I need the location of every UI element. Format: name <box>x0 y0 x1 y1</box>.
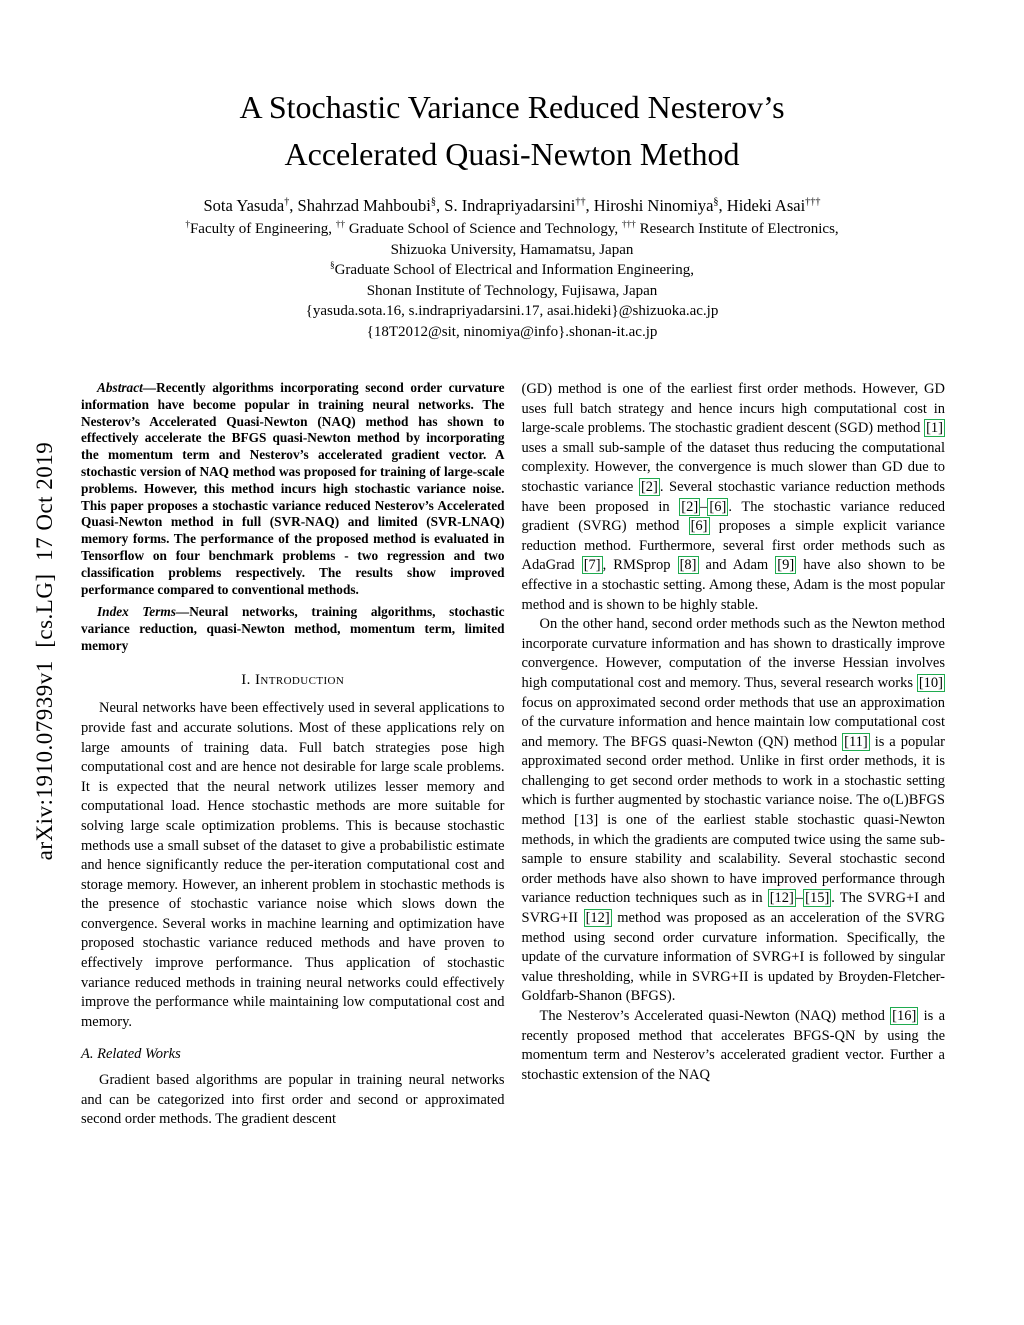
affiliation-line: §Graduate School of Electrical and Information Engineering, <box>329 261 695 278</box>
affiliation-line: Shizuoka University, Hamamatsu, Japan <box>390 241 634 258</box>
paper-title-line-1: A Stochastic Variance Reduced Nesterov’s <box>239 89 785 125</box>
citation-link[interactable]: [12] <box>769 890 794 907</box>
two-column-body <box>81 380 945 1130</box>
index-terms-paragraph <box>81 604 505 654</box>
body-paragraph: The Nesterov’s Accelerated quasi-Newton (NAQ) method [16] is a recently proposed method that accelerates BFGS-QN by using the momentum term and Nesterov’s accelerated gradient vector. Further a stochastic extension of the NAQ <box>521 1008 946 1083</box>
citation-link[interactable]: [1] <box>926 420 943 437</box>
body-paragraph: (GD) method is one of the earliest first order methods. However, GD uses full batch strategy and hence incurs high computational cost in large-scale problems. The stochastic gradient descent (SGD) method [1] uses a small sub-sample of the dataset thus reducing the computational complexity. However, the convergence is much slower than GD due to stochastic variance [2] . Several stochastic variance reduction methods have been proposed in [2] – [6] . The stochastic variance reduced gradient (SVRG) method [6] proposes a simple explicit variance reduction method. Furthermore, several first order methods such as AdaGrad [7] , RMSprop [8] and Adam [9] have also shown to be effective in a stochastic setting. Among these, Adam is the most popular method and is shown to be highly stable. <box>521 381 946 613</box>
citation-link[interactable]: [6] <box>690 518 708 535</box>
citation-link[interactable]: [11] <box>844 733 868 750</box>
citation-link[interactable]: [12] <box>585 910 610 927</box>
abstract-paragraph <box>81 380 505 598</box>
paper-title-line-2: Accelerated Quasi-Newton Method <box>284 136 740 172</box>
abstract-text: Recently algorithms incorporating second order curvature information have become popular in training neural networks. The Nesterov’s Accelerated Quasi-Newton (NAQ) method has shown to effectively accelerate the BFGS quasi-Newton method by incorporating the momentum term and Nesterov’s accelerated gradient vector. A stochastic version of NAQ method was proposed for training of large-scale problems. However, this method incurs high stochastic variance noise. This paper proposes a stochastic variance reduced Nesterov’s Accelerated Quasi-Newton method in full (SVR-NAQ) and limited (SVR-LNAQ) memory forms. The performance of the proposed method is evaluated in Tensorflow on four benchmark problems - two regression and two classification problems respectively. The results show improved performance compared to conventional methods. <box>81 380 505 597</box>
citation-link[interactable]: [2] <box>640 478 658 495</box>
affiliation-line: Shonan Institute of Technology, Fujisawa, Japan <box>366 282 658 299</box>
citation-link[interactable]: [10] <box>918 674 943 691</box>
paper-title <box>0 84 1024 178</box>
author-emails-line: {18T2012@sit, ninomiya@info}.shonan-it.ac.jp <box>366 323 658 340</box>
index-terms-label: Index Terms— <box>97 604 190 620</box>
abstract-label: Abstract— <box>97 380 157 395</box>
index-terms-text: Neural networks, training algorithms, stochastic variance reduction, quasi-Newton method, momentum term, limited memory <box>81 604 505 653</box>
body-paragraph: On the other hand, second order methods such as the Newton method incorporate curvature information and has shown to drastically improve convergence. However, computation of the inverse Hessian involves high computational cost and memory. Thus, several research works [10] focus on approximated second order methods that use an approximation of the curvature information and hence maintain low computational cost and memory. The BFGS quasi-Newton (QN) method [11] is a popular approximated second order method. Unlike in first order methods, it is challenging to get second order methods to work in a stochastic setting which is further augmented by stochastic variance noise. The o(L)BFGS method [13] is one of the earliest stable stochastic quasi-Newton methods, in which the gradients are computed twice using the same sub-sample to ensure stability and scalability. Several stochastic second order methods have also shown to have improved performance through variance reduction techniques such as in [12] – [15] . The SVRG+I and SVRG+II [12] method was proposed as an acceleration of the SVRG method using second order curvature information. Specifically, the update of the curvature information of SVRG+I is followed by singular value thresholding, while in SVRG+II is updated by Broyden-Fletcher-Goldfarb-Shanon (BFGS). <box>521 616 946 1005</box>
left-column <box>81 380 505 1130</box>
introduction-paragraph: Neural networks have been effectively used in several applications to provide fast and accurate solutions. Most of these applications rely on large amounts of training data. Full batch strategies pose high computational cost and are hence not desirable for large scale problems. It is expected that the neural network utilizes lesser memory and computational load. Hence stochastic methods are more suitable for solving large scale optimization problems. This is because stochastic methods use a small subset of the dataset to give a probabilistic estimate and hence significantly reduce the per-iteration computational cost and storage memory. However, an inherent problem in stochastic methods is the presence of stochastic variance noise which slows down the convergence. Several works in machine learning and optimization have proposed stochastic variance reduced methods and have proven to effectively improve performance. Thus application of stochastic variance reduced methods in training neural networks could effectively improve the performance while maintaining low computational cost and memory. <box>81 700 505 1030</box>
citation-link[interactable]: [9] <box>777 557 795 574</box>
affiliation-line: †Faculty of Engineering, †† Graduate School of Science and Technology, ††† Research Institute of Electronics, <box>185 220 839 237</box>
affiliations-block <box>0 219 1024 342</box>
right-column <box>522 380 946 1130</box>
author-emails-line: {yasuda.sota.16, s.indrapriyadarsini.17, asai.hideki}@shizuoka.ac.jp <box>305 303 719 319</box>
citation-link[interactable]: [16] <box>892 1008 917 1024</box>
related-works-paragraph: Gradient based algorithms are popular in training neural networks and can be categorized into first order and second or approximated second order methods. The gradient descent <box>81 1072 505 1128</box>
subsection-heading-related-works: A. Related Works <box>81 1046 181 1063</box>
section-heading-introduction: I. Introduction <box>241 671 345 688</box>
citation-link[interactable]: [7] <box>583 557 601 574</box>
author-list: Sota Yasuda†, Shahrzad Mahboubi§, S. Indrapriyadarsini††, Hiroshi Ninomiya§, Hideki Asai††† <box>203 196 821 215</box>
citation-link[interactable]: [8] <box>679 557 697 574</box>
paper-header <box>0 84 1024 342</box>
citation-link[interactable]: [15] <box>805 890 830 907</box>
citation-link[interactable]: [6] <box>709 498 727 515</box>
citation-link[interactable]: [2] <box>681 498 699 515</box>
arxiv-watermark: arXiv:1910.07939v1 [cs.LG] 17 Oct 2019 <box>32 441 57 861</box>
